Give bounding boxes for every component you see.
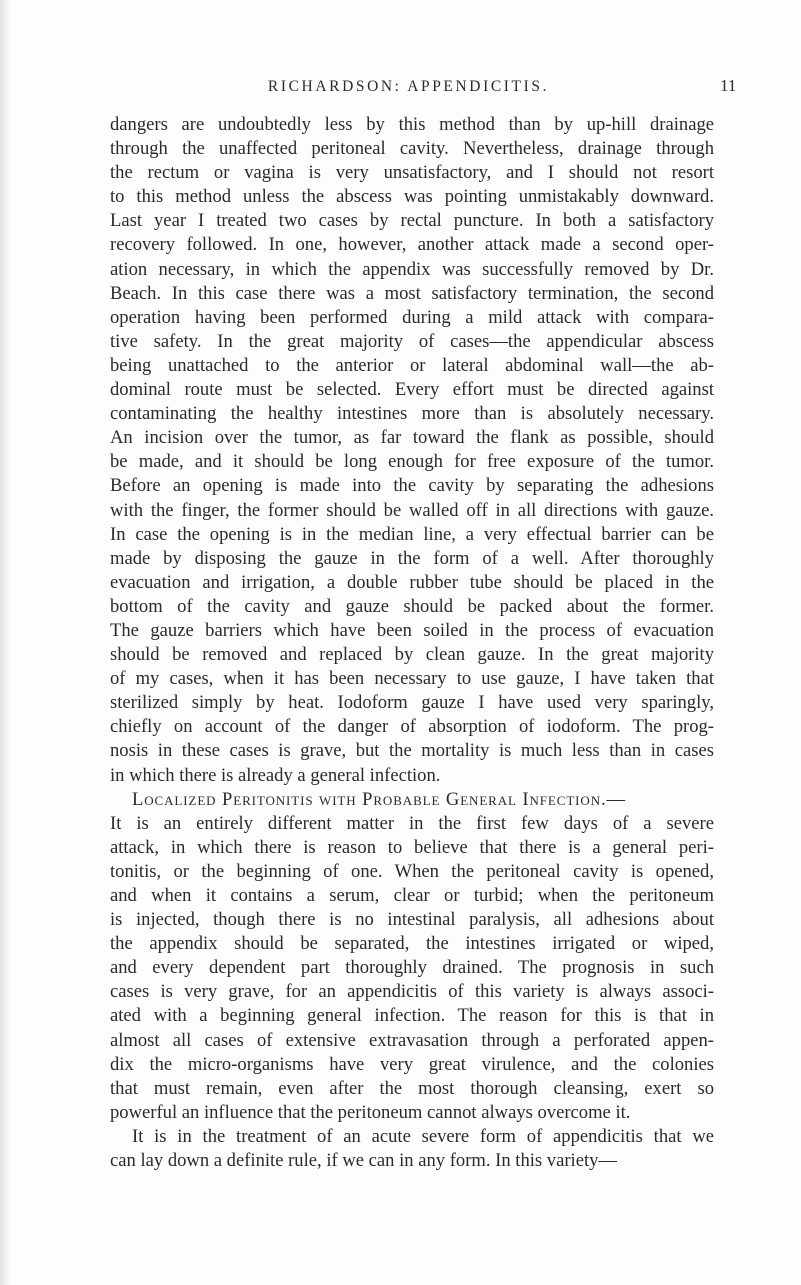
text-line: to this method unless the abscess was pointing unmistakably downward. <box>110 186 714 208</box>
text-line: operation having been performed during a mild attack with compara- <box>110 306 714 328</box>
page-number: 11 <box>720 76 737 95</box>
text-line: In case the opening is in the median line, a very effectual barrier can be <box>110 523 714 545</box>
text-line: can lay down a definite rule, if we can in any form. In this variety— <box>110 1150 618 1172</box>
text-line: nosis in these cases is grave, but the mortality is much less than in cases <box>110 740 714 762</box>
text-line: through the unaffected peritoneal cavity. Nevertheless, drainage through <box>110 138 714 160</box>
text-line: should be removed and replaced by clean gauze. In the great majority <box>110 644 714 666</box>
text-line: attack, in which there is reason to believe that there is a general peri- <box>110 836 714 858</box>
text-line: tonitis, or the beginning of one. When the peritoneal cavity is opened, <box>110 860 714 882</box>
text-line: be made, and it should be long enough for free exposure of the tumor. <box>110 451 714 473</box>
text-line: powerful an influence that the peritoneum cannot always overcome it. <box>110 1101 631 1123</box>
text-line: with the finger, the former should be walled off in all directions with gauze. <box>110 499 714 521</box>
text-line: Before an opening is made into the cavity by separating the adhesions <box>110 475 714 497</box>
page-gutter-shadow <box>0 0 12 1285</box>
text-line: evacuation and irrigation, a double rubber tube should be placed in the <box>110 571 714 593</box>
text-line: ated with a beginning general infection. The reason for this is that in <box>110 1005 714 1027</box>
text-line: being unattached to the anterior or lateral abdominal wall—the ab- <box>110 354 714 376</box>
text-line: The gauze barriers which have been soiled in the process of evacuation <box>110 619 714 641</box>
text-line: dix the micro-organisms have very great virulence, and the colonies <box>110 1053 714 1075</box>
running-head <box>0 78 801 102</box>
text-line: made by disposing the gauze in the form of a well. After thoroughly <box>110 547 714 569</box>
text-line: that must remain, even after the most thorough cleansing, exert so <box>110 1077 714 1099</box>
text-line: dangers are undoubtedly less by this method than by up-hill drainage <box>110 114 714 135</box>
text-line: recovery followed. In one, however, another attack made a second oper- <box>110 234 714 256</box>
text-line: contaminating the healthy intestines more than is absolutely necessary. <box>110 403 714 425</box>
text-line: cases is very grave, for an appendicitis of this variety is always associ- <box>110 981 714 1003</box>
text-line: chiefly on account of the danger of absorption of iodoform. The prog- <box>110 716 714 738</box>
text-line: Last year I treated two cases by rectal puncture. In both a satisfactory <box>110 210 714 232</box>
text-line: Beach. In this case there was a most satisfactory termination, the second <box>110 282 714 304</box>
section-heading: Localized Peritonitis with Probable General Infection.— <box>132 788 627 810</box>
text-line: in which there is already a general infection. <box>110 764 441 786</box>
text-line: the rectum or vagina is very unsatisfactory, and I should not resort <box>110 162 714 184</box>
body-text <box>110 113 714 1173</box>
text-line: and every dependent part thoroughly drained. The prognosis in such <box>110 957 714 979</box>
text-line: is injected, though there is no intestinal paralysis, all adhesions about <box>110 909 714 931</box>
text-line: tive safety. In the great majority of cases—the appendicular abscess <box>110 330 714 352</box>
text-line: of my cases, when it has been necessary to use gauze, I have taken that <box>110 668 714 690</box>
text-line: almost all cases of extensive extravasation through a perforated appen- <box>110 1029 714 1051</box>
text-line: the appendix should be separated, the intestines irrigated or wiped, <box>110 933 714 955</box>
running-title: RICHARDSON: APPENDICITIS. <box>267 78 550 95</box>
text-line: It is in the treatment of an acute severe form of appendicitis that we <box>132 1125 714 1147</box>
text-line: and when it contains a serum, clear or turbid; when the peritoneum <box>110 885 714 906</box>
text-line: sterilized simply by heat. Iodoform gauze I have used very sparingly, <box>110 692 714 714</box>
text-line: An incision over the tumor, as far toward the flank as possible, should <box>110 427 714 449</box>
text-line: ation necessary, in which the appendix was successfully removed by Dr. <box>110 258 714 280</box>
text-line: It is an entirely different matter in the first few days of a severe <box>110 812 714 834</box>
text-line: bottom of the cavity and gauze should be packed about the former. <box>110 595 714 617</box>
text-line: dominal route must be selected. Every effort must be directed against <box>110 379 714 401</box>
